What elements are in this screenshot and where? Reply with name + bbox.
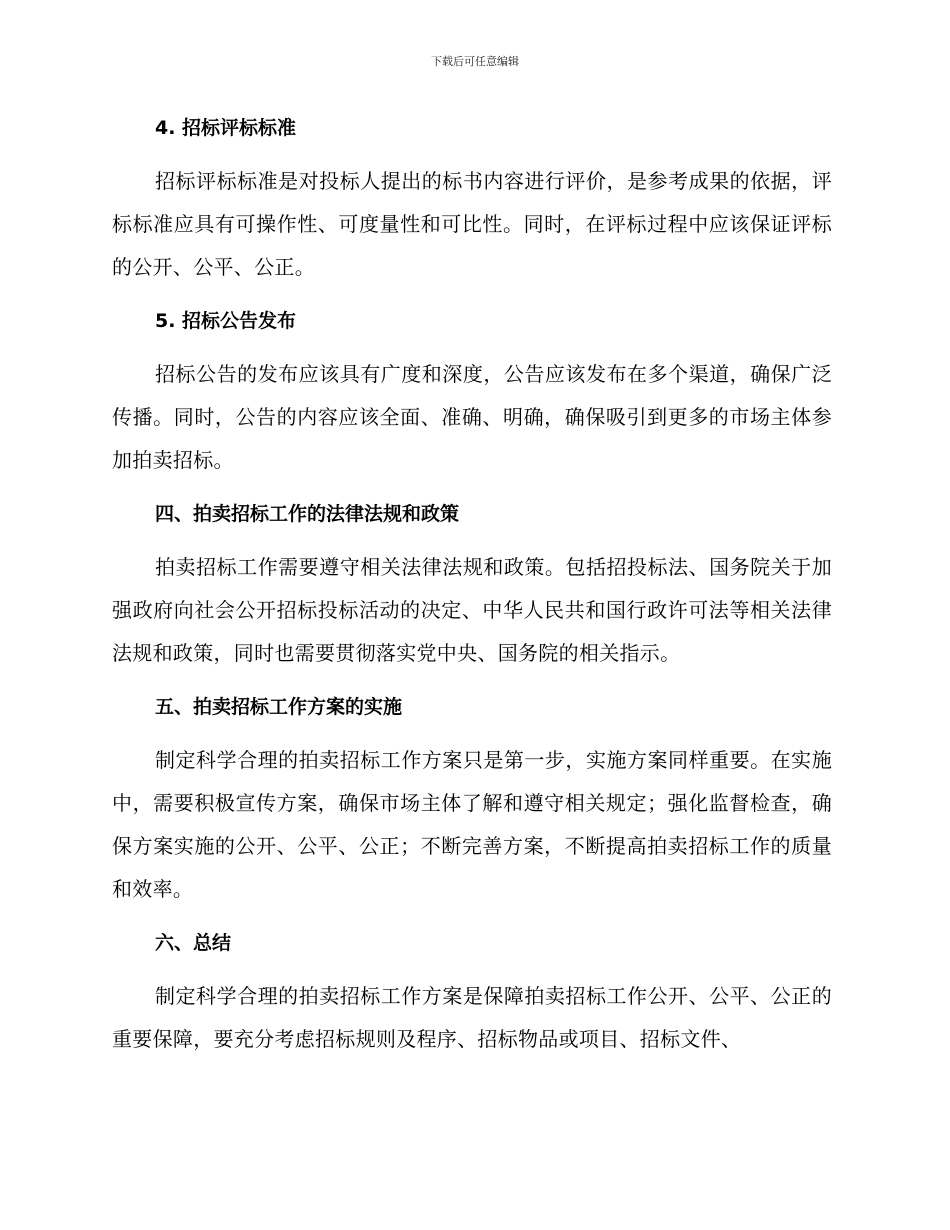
section-heading: 四、拍卖招标工作的法律法规和政策 bbox=[155, 503, 460, 525]
page-header: 下载后可任意编辑 bbox=[431, 55, 519, 68]
document-body bbox=[112, 108, 832, 1073]
section-bid-evaluation-criteria bbox=[112, 108, 832, 289]
section-heading: 5. 招标公告发布 bbox=[155, 310, 297, 332]
section-heading: 4. 招标评标标准 bbox=[155, 117, 297, 139]
section-tender-announcement bbox=[112, 301, 832, 482]
section-heading: 五、拍卖招标工作方案的实施 bbox=[155, 696, 403, 718]
section-paragraph: 招标公告的发布应该具有广度和深度，公告应该发布在多个渠道，确保广泛传播。同时，公告的内容应该全面、准确、明确，确保吸引到更多的市场主体参加拍卖招标。 bbox=[112, 362, 832, 472]
section-paragraph: 制定科学合理的拍卖招标工作方案是保障拍卖招标工作公开、公平、公正的重要保障，要充分考虑招标规则及程序、招标物品或项目、招标文件、 bbox=[112, 984, 832, 1051]
section-paragraph: 制定科学合理的拍卖招标工作方案只是第一步，实施方案同样重要。在实施中，需要积极宣传方案，确保市场主体了解和遵守相关规定；强化监督检查，确保方案实施的公开、公平、公正；不断完善方案，不断提高拍卖招标工作的质量和效率。 bbox=[112, 748, 832, 901]
section-paragraph: 招标评标标准是对投标人提出的标书内容进行评价，是参考成果的依据，评标标准应具有可操作性、可度量性和可比性。同时，在评标过程中应该保证评标的公开、公平、公正。 bbox=[112, 169, 832, 279]
section-plan-implementation bbox=[112, 687, 832, 911]
section-summary bbox=[112, 923, 832, 1061]
section-heading: 六、总结 bbox=[155, 932, 232, 954]
section-paragraph: 拍卖招标工作需要遵守相关法律法规和政策。包括招投标法、国务院关于加强政府向社会公开招标投标活动的决定、中华人民共和国行政许可法等相关法律法规和政策，同时也需要贯彻落实党中央、国务院的相关指示。 bbox=[112, 555, 832, 665]
section-laws-and-policies bbox=[112, 494, 832, 675]
